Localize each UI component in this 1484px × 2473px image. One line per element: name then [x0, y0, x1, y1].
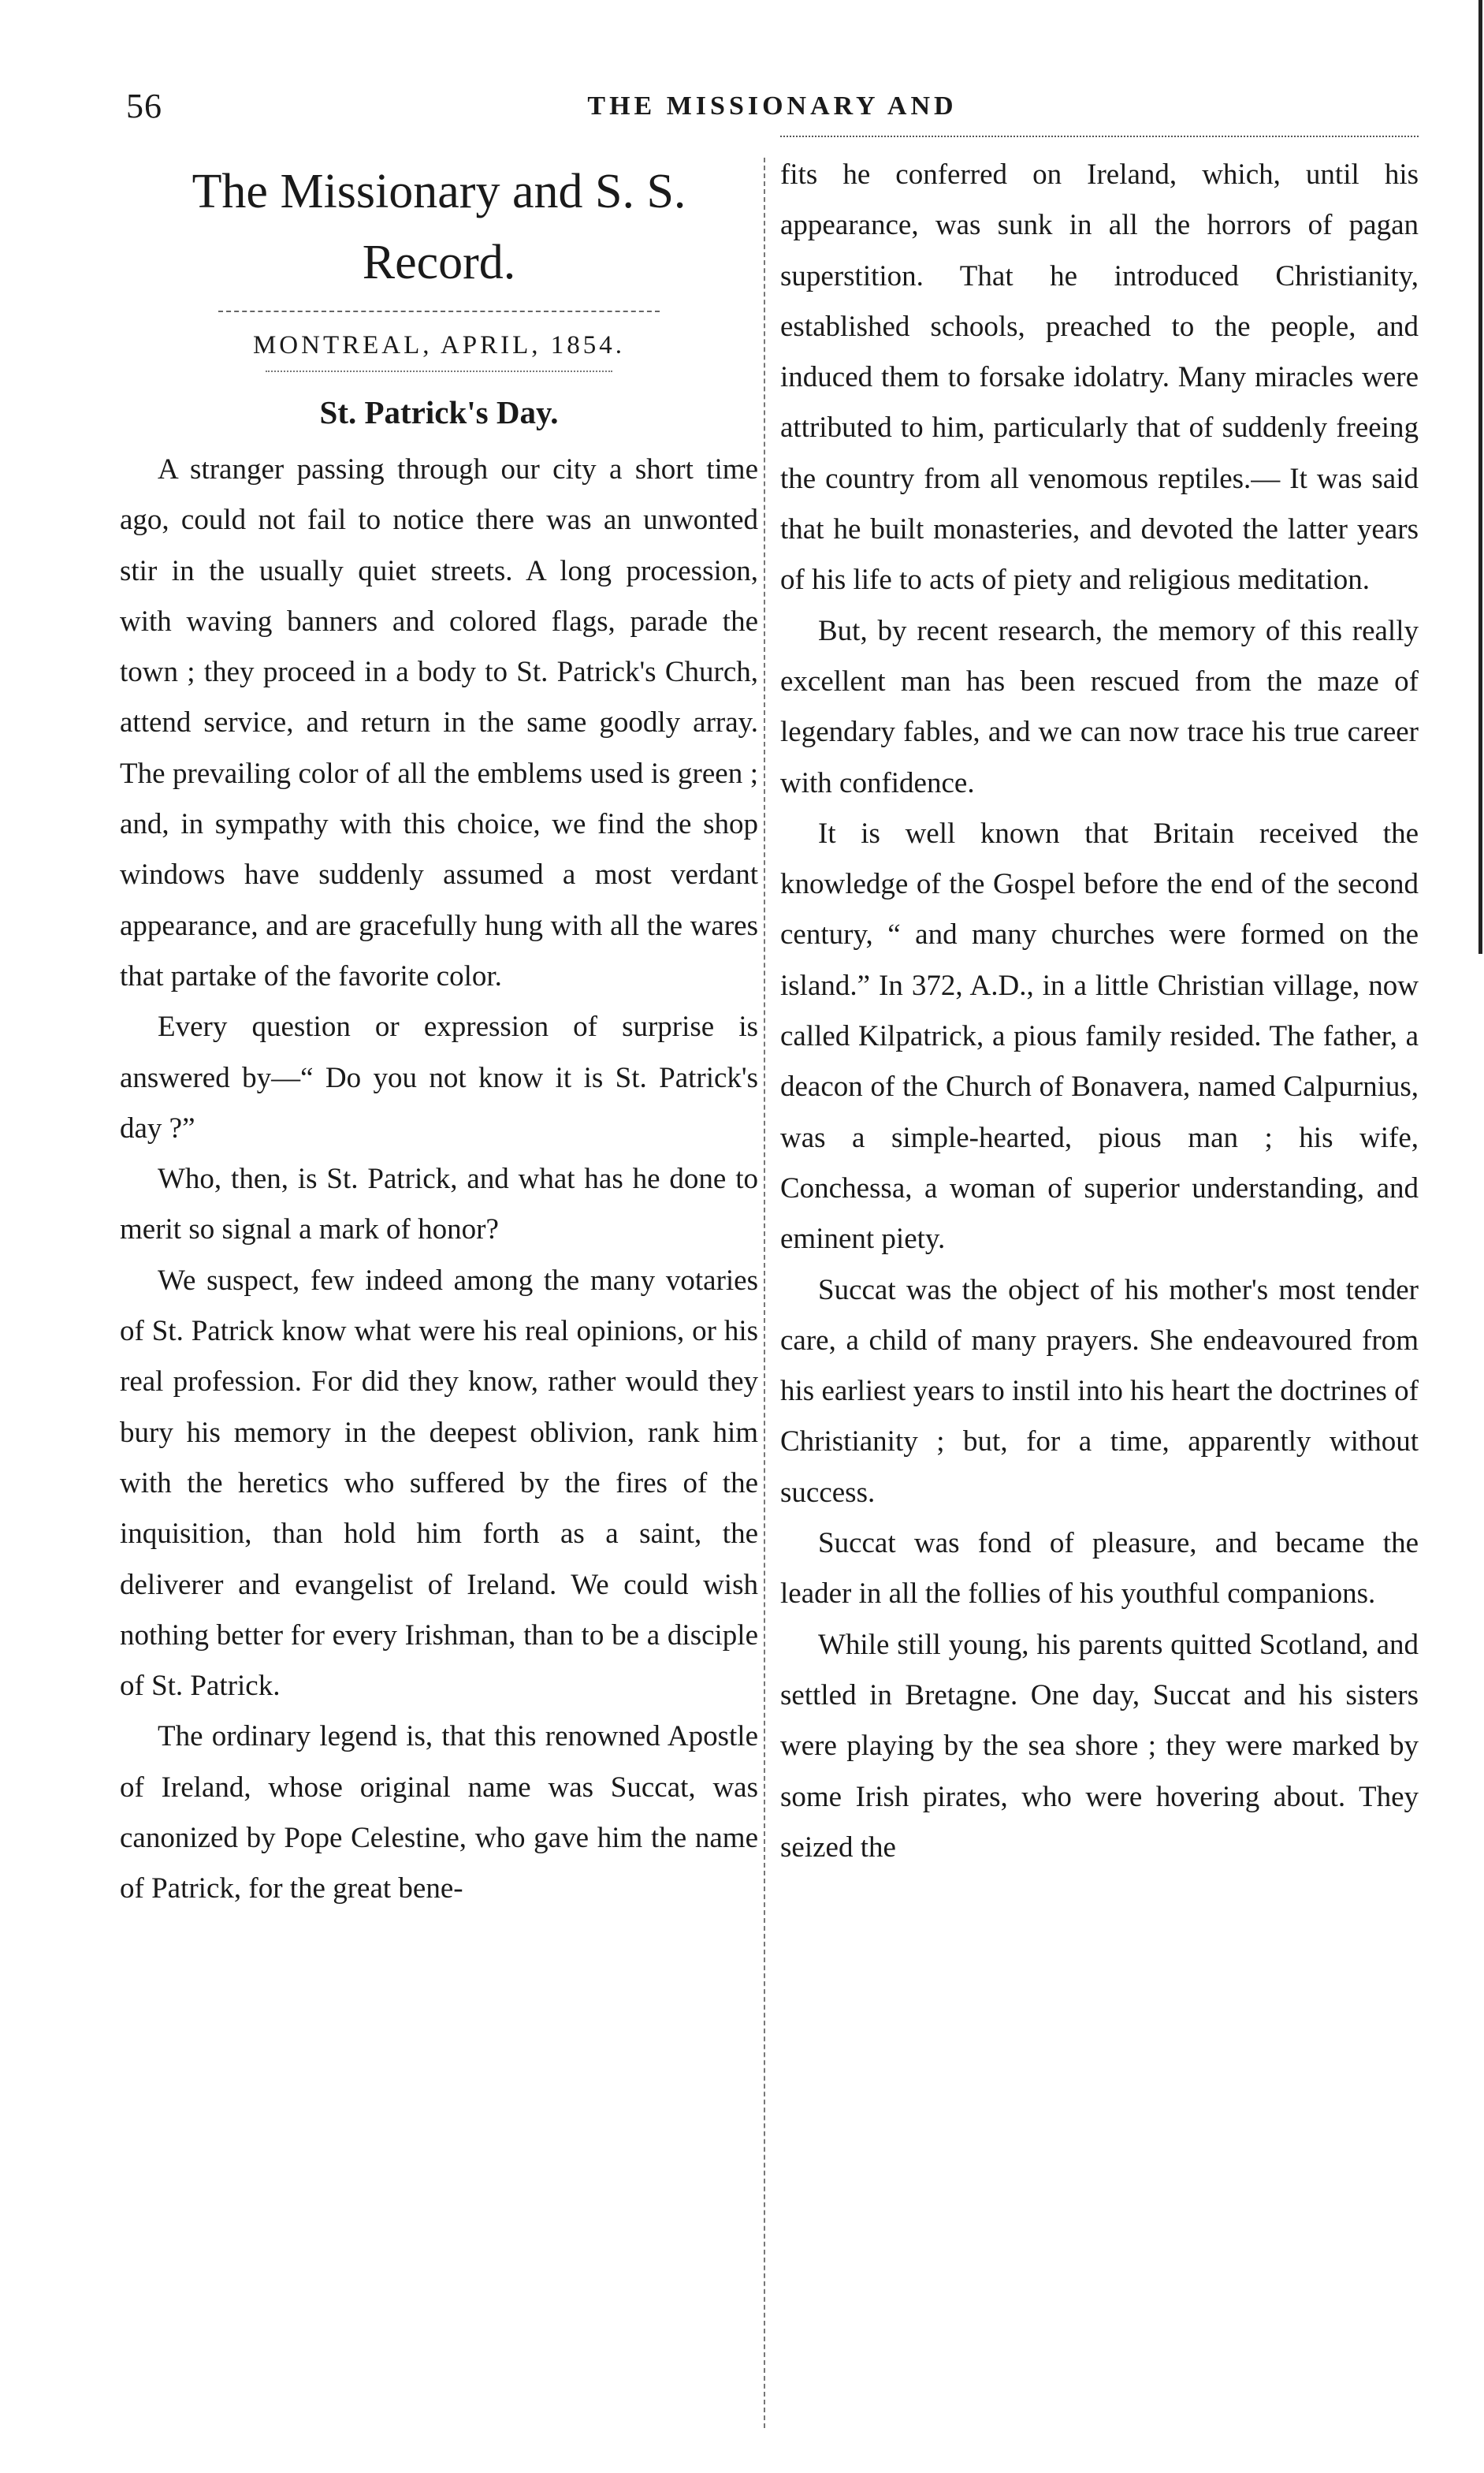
- column-divider: [764, 158, 765, 2428]
- article-paragraph: But, by recent research, the memory of this really excellent man has been rescued from the maze of legendary fables, and we can now trace his true career with confidence.: [780, 614, 1419, 799]
- article-paragraph: Every question or expression of surprise is answered by—“ Do you not know it is St. Patrick's day ?”: [120, 1011, 758, 1145]
- article-paragraph: Succat was fond of pleasure, and became the leader in all the follies of his youthful companions.: [780, 1527, 1419, 1611]
- masthead-title: The Missionary and S. S. Record.: [192, 165, 686, 289]
- article-paragraph: While still young, his parents quitted Scotland, and settled in Bretagne. One day, Succat and his sisters were playing by the sea shore ; they were marked by some Irish pirates, who were hovering about. They seized the: [780, 1628, 1419, 1864]
- header-rule: [780, 136, 1419, 137]
- running-head: [126, 79, 1419, 134]
- right-column: [780, 150, 1419, 1873]
- article-paragraph: Succat was the object of his mother's most tender care, a child of many prayers. She endeavoured from his earliest years to instil into his heart the doctrines of Christianity ; but, for a time, apparently without success.: [780, 1273, 1419, 1509]
- page-edge-shadow: [1478, 0, 1482, 954]
- article-paragraph: We suspect, few indeed among the many votaries of St. Patrick know what were his real opinions, or his real profession. For did they know, rather would they bury his memory in the deepest oblivion, rank him with the heretics who suffered by the fires of the inquisition, than hold him forth as a saint, the deliverer and evangelist of Ireland. We could wish nothing better for every Irishman, than to be a disciple of St. Patrick.: [120, 1264, 758, 1703]
- article-paragraph: The ordinary legend is, that this renowned Apostle of Ireland, whose original name was Succat, was canonized by Pope Celestine, who gave him the name of Patrick, for the great bene-: [120, 1720, 758, 1905]
- masthead-rule: [218, 311, 660, 312]
- article-paragraph-continued: fits he conferred on Ireland, which, until his appearance, was sunk in all the horrors of pagan superstition. That he introduced Christianity, established schools, preached to the people, and induced them to forsake idolatry. Many miracles were attributed to him, particularly that of suddenly freeing the country from all venomous reptiles.— It was said that he built monasteries, and devoted the latter years of his life to acts of piety and religious meditation.: [780, 158, 1419, 597]
- page-number: 56: [126, 87, 162, 125]
- journal-running-title: THE MISSIONARY AND: [587, 91, 958, 121]
- article-paragraph: It is well known that Britain received the knowledge of the Gospel before the end of the second century, “ and many churches were formed on the island.” In 372, A.D., in a little Christian village, now called Kilpatrick, a pious family resided. The father, a deacon of the Church of Bonavera, named Calpurnius, was a simple-hearted, pious man ; his wife, Conchessa, a woman of superior understanding, and eminent piety.: [780, 817, 1419, 1256]
- dateline: MONTREAL, APRIL, 1854.: [252, 331, 626, 359]
- article-paragraph: Who, then, is St. Patrick, and what has he done to merit so signal a mark of honor?: [120, 1163, 758, 1246]
- article-paragraph: A stranger passing through our city a short time ago, could not fail to notice there was an unwonted stir in the usually quiet streets. A long procession, with waving banners and colored flags, parade the town ; they proceed in a body to St. Patrick's Church, attend service, and return in the same goodly array. The prevailing color of all the emblems used is green ; and, in sympathy with this choice, we find the shop windows have suddenly assumed a most verdant appearance, and are gracefully hung with all the wares that partake of the favorite color.: [120, 453, 758, 993]
- left-column: [120, 150, 758, 1915]
- article-title: St. Patrick's Day.: [319, 394, 559, 430]
- dateline-rule: [266, 371, 612, 372]
